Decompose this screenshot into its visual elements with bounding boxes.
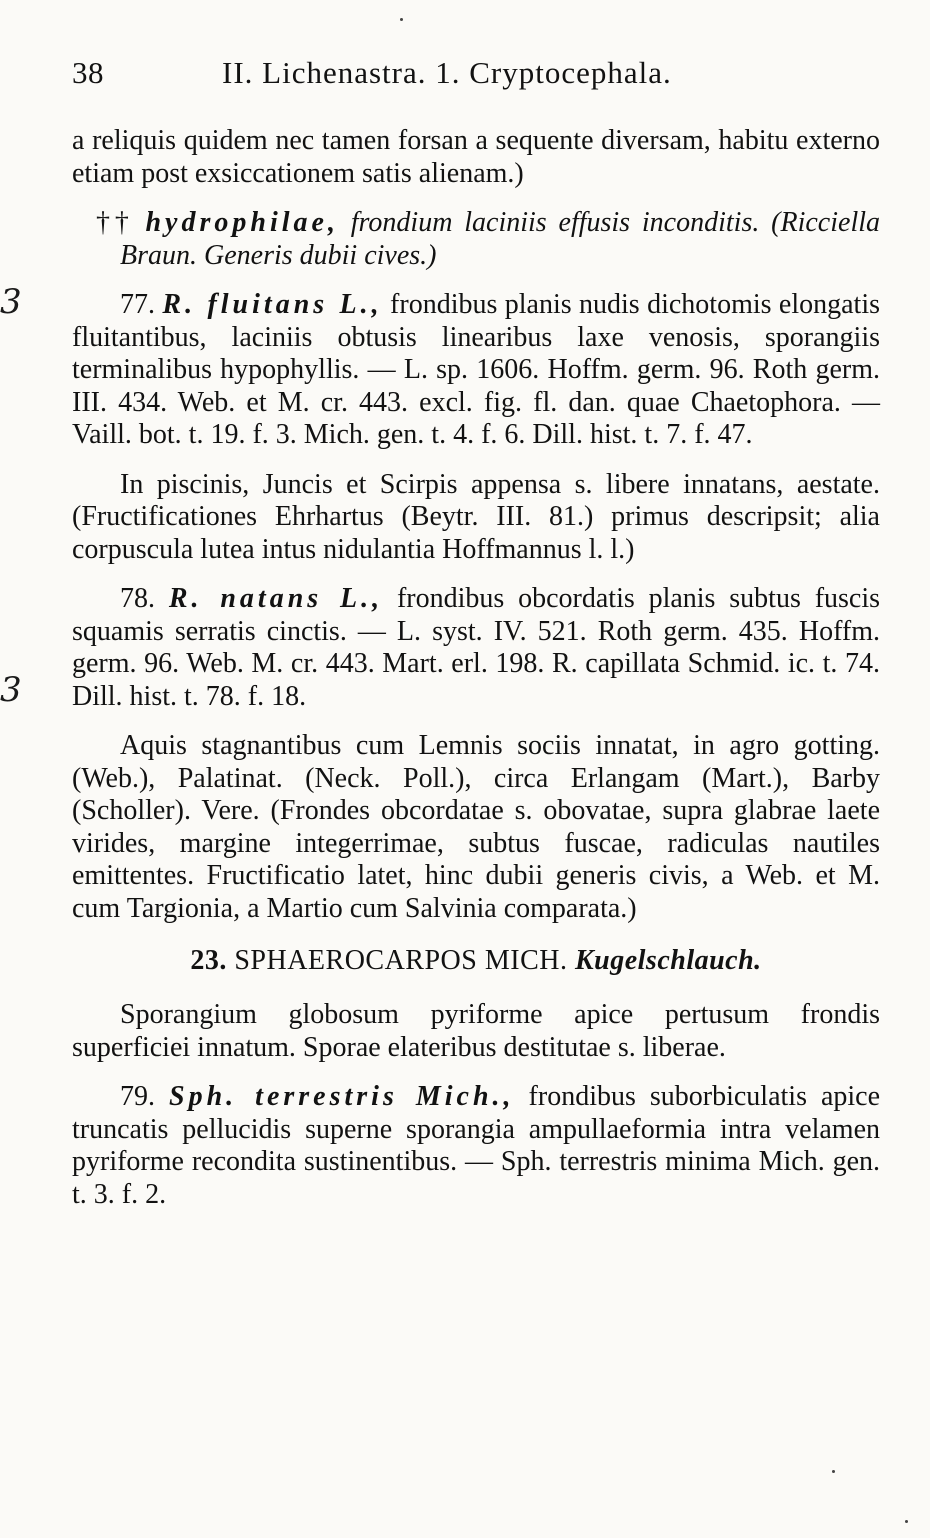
double-dagger-mark: †† [96, 207, 134, 238]
entry-number: 77. [120, 289, 155, 320]
entry-77-note: In piscinis, Juncis et Scirpis appensa s. libere innatans, aestate. (Fructificationes Ehrhartus (Beytr. III. 81.) primus descripsit; alia corpuscula lutea intus nidulantia Hoffmannus l. l.) [72, 468, 880, 565]
entry-number: 78. [120, 583, 155, 614]
entry-78-note: Aquis stagnantibus cum Lemnis sociis innatat, in agro gotting. (Web.), Palatinat. (Neck. Poll.), circa Erlangam (Mart.), Barby (Scholler). Vere. (Frondes obcordatae s. obovatae, supra glabrae laete virides, margine integerrimae, subtus fuscae, radiculas nautiles emittentes. Fructificatio latet, hinc dubii generis civis, a Web. et M. cum Targionia, a Martio cum Salvinia comparata.) [72, 730, 880, 924]
margin-note: 3 [0, 670, 22, 710]
entry-79 [72, 1081, 880, 1211]
text-column [72, 55, 880, 1228]
section-heading [72, 945, 880, 977]
entry-77 [72, 289, 880, 452]
entry-number: 79. [120, 1081, 155, 1112]
section-number: 23. [190, 945, 227, 976]
paper-speck [400, 18, 403, 21]
group-name: hydrophilae, [145, 207, 339, 238]
paper-speck [905, 1520, 908, 1523]
species-name: R. natans L., [168, 583, 384, 614]
entry-78 [72, 583, 880, 713]
group-heading [72, 207, 880, 272]
continuation-paragraph: a reliquis quidem nec tamen forsan a sequente diversam, habitu externo etiam post exsiccationem satis alienam.) [72, 125, 880, 189]
section-title: SPHAEROCARPOS MICH. [234, 945, 568, 976]
entry-text: frondibus suborbiculatis apice truncatis pellucidis superne sporangia ampullaeformia intra velamen pyriforme recondita sustinentibus. — Sph. terrestris minima Mich. gen. t. 3. f. 2. [72, 1081, 881, 1210]
margin-note: 3 [0, 282, 22, 322]
paper-speck [832, 1470, 835, 1473]
page-number: 38 [72, 55, 104, 90]
section-vernacular: Kugelschlauch. [574, 945, 762, 976]
entry-text: frondibus planis nudis dichotomis elongatis fluitantibus, laciniis obtusis linearibus laxe venosis, sporangiis terminalibus hypophyllis. — L. sp. 1606. Hoffm. germ. 96. Roth germ. III. 434. Web. et M. cr. 443. excl. fig. fl. dan. quae Chaetophora. — Vaill. bot. t. 19. f. 3. Mich. gen. t. 4. f. 6. Dill. hist. t. 7. f. 47. [72, 289, 881, 450]
section-description: Sporangium globosum pyriforme apice pertusum frondis superficiei innatum. Sporae elateribus destitutae s. liberae. [72, 999, 880, 1063]
entry-text: frondibus obcordatis planis subtus fuscis squamis serratis cinctis. — L. syst. IV. 521. Roth germ. 435. Hoffm. germ. 96. Web. M. cr. 443. Mart. erl. 198. R. capillata Schmid. ic. t. 74. Dill. hist. t. 78. f. 18. [72, 583, 881, 712]
running-head [72, 55, 880, 91]
running-title: II. Lichenastra. 1. Cryptocephala. [222, 55, 672, 90]
group-description: frondium laciniis effusis inconditis. (Ricciella Braun. Generis dubii cives.) [120, 207, 880, 271]
species-name: R. fluitans L., [162, 289, 383, 320]
species-name: Sph. terrestris Mich., [169, 1081, 515, 1112]
